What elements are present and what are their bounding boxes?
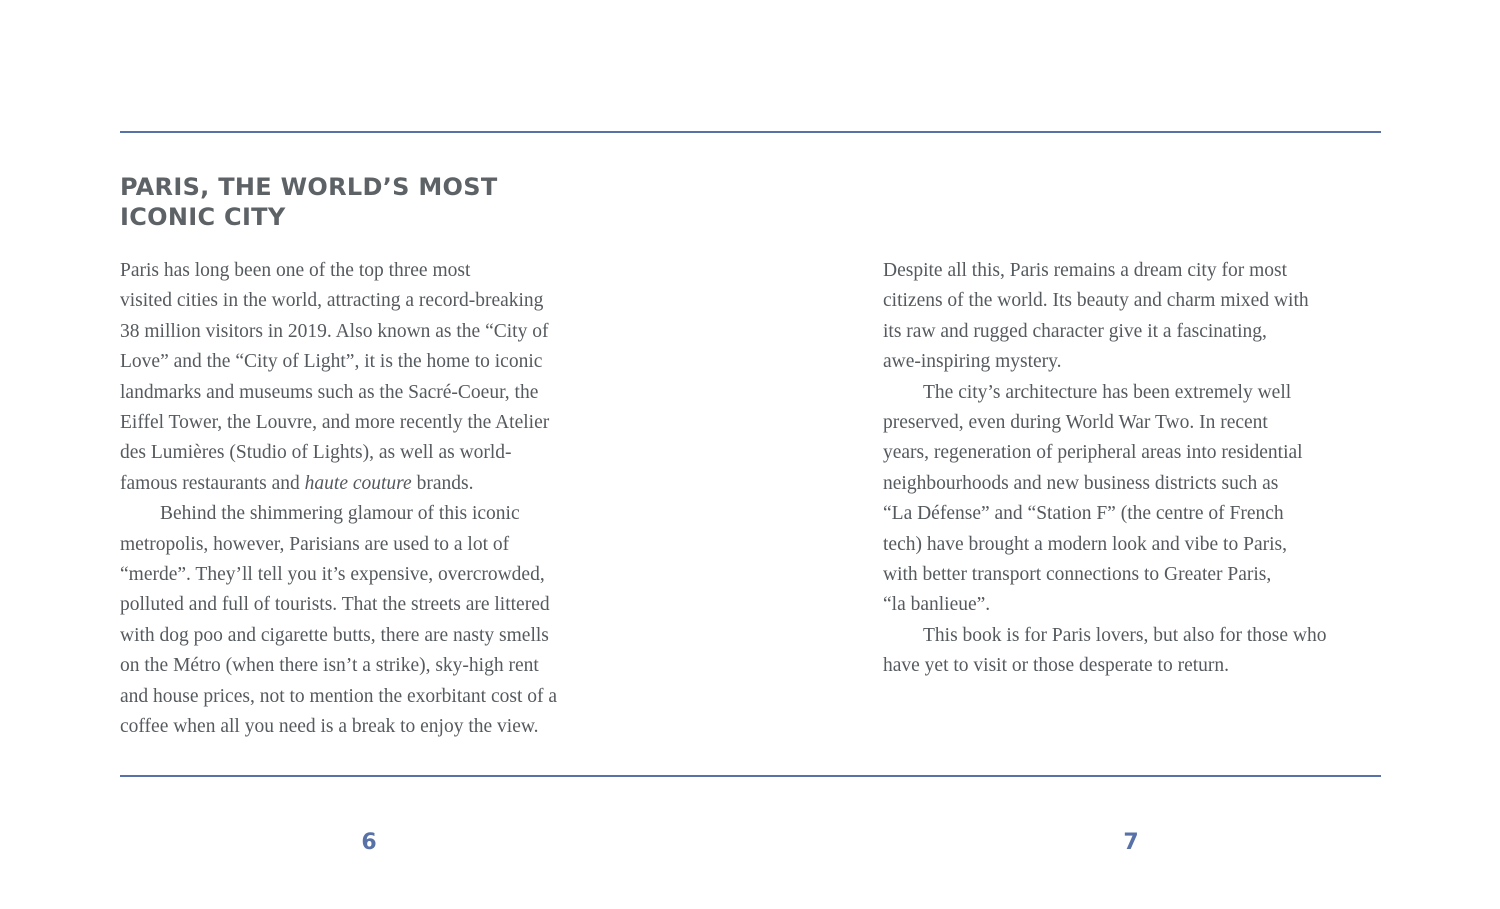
text-line: and house prices, not to mention the exorbitant cost of a	[120, 685, 558, 707]
text-line: Paris has long been one of the top three most	[120, 260, 471, 281]
text-line: des Lumières (Studio of Lights), as well as world-	[120, 442, 512, 464]
text-line: “La Défense” and “Station F” (the centre of French	[883, 503, 1284, 525]
italic-phrase: haute couture	[304, 472, 412, 494]
text-fragment: brands.	[416, 472, 474, 494]
text-line: The city’s architecture has been extremely well	[923, 381, 1292, 403]
text-line: citizens of the world. Its beauty and charm mixed with	[883, 290, 1309, 312]
title-line: PARIS, THE WORLD’S MOST	[120, 173, 498, 201]
text-line: have yet to visit or those desperate to return.	[883, 655, 1230, 677]
text-line: with better transport connections to Greater Paris,	[883, 564, 1272, 586]
text-line: preserved, even during World War Two. In recent	[883, 412, 1268, 434]
bottom-rule	[120, 775, 1381, 777]
text-line: polluted and full of tourists. That the streets are littered	[120, 594, 550, 616]
text-line: “merde”. They’ll tell you it’s expensive, overcrowded,	[120, 564, 545, 586]
text-line: its raw and rugged character give it a fascinating,	[883, 320, 1267, 342]
text-line	[120, 469, 640, 499]
left-page-text	[120, 256, 640, 743]
title-line: ICONIC CITY	[120, 203, 286, 231]
text-fragment: famous restaurants and	[120, 472, 300, 494]
text-line: awe-inspiring mystery.	[883, 351, 1062, 373]
text-line: neighbourhoods and new business districts such as	[883, 472, 1279, 494]
text-line: Behind the shimmering glamour of this iconic	[160, 503, 520, 525]
text-line: coffee when all you need is a break to enjoy the view.	[120, 716, 539, 738]
right-page-text	[883, 256, 1403, 682]
text-line: This book is for Paris lovers, but also for those who	[923, 624, 1327, 646]
text-line: 38 million visitors in 2019. Also known as the “City of	[120, 320, 549, 342]
text-line: tech) have brought a modern look and vibe to Paris,	[883, 533, 1287, 555]
text-line: on the Métro (when there isn’t a strike), sky-high rent	[120, 655, 539, 677]
text-line: metropolis, however, Parisians are used to a lot of	[120, 533, 510, 555]
text-line: with dog poo and cigarette butts, there are nasty smells	[120, 624, 549, 646]
text-line: Despite all this, Paris remains a dream city for most	[883, 260, 1287, 281]
text-line: visited cities in the world, attracting a record-breaking	[120, 290, 544, 312]
text-line: years, regeneration of peripheral areas into residential	[883, 442, 1303, 464]
page-title	[120, 172, 620, 232]
page-number-right: 7	[1123, 830, 1139, 855]
text-line: Love” and the “City of Light”, it is the home to iconic	[120, 351, 543, 373]
text-line: “la banlieue”.	[883, 594, 991, 616]
page-number-left: 6	[361, 830, 377, 855]
text-line: Eiffel Tower, the Louvre, and more recently the Atelier	[120, 412, 550, 434]
top-rule	[120, 131, 1381, 133]
text-line: landmarks and museums such as the Sacré-Coeur, the	[120, 381, 539, 403]
